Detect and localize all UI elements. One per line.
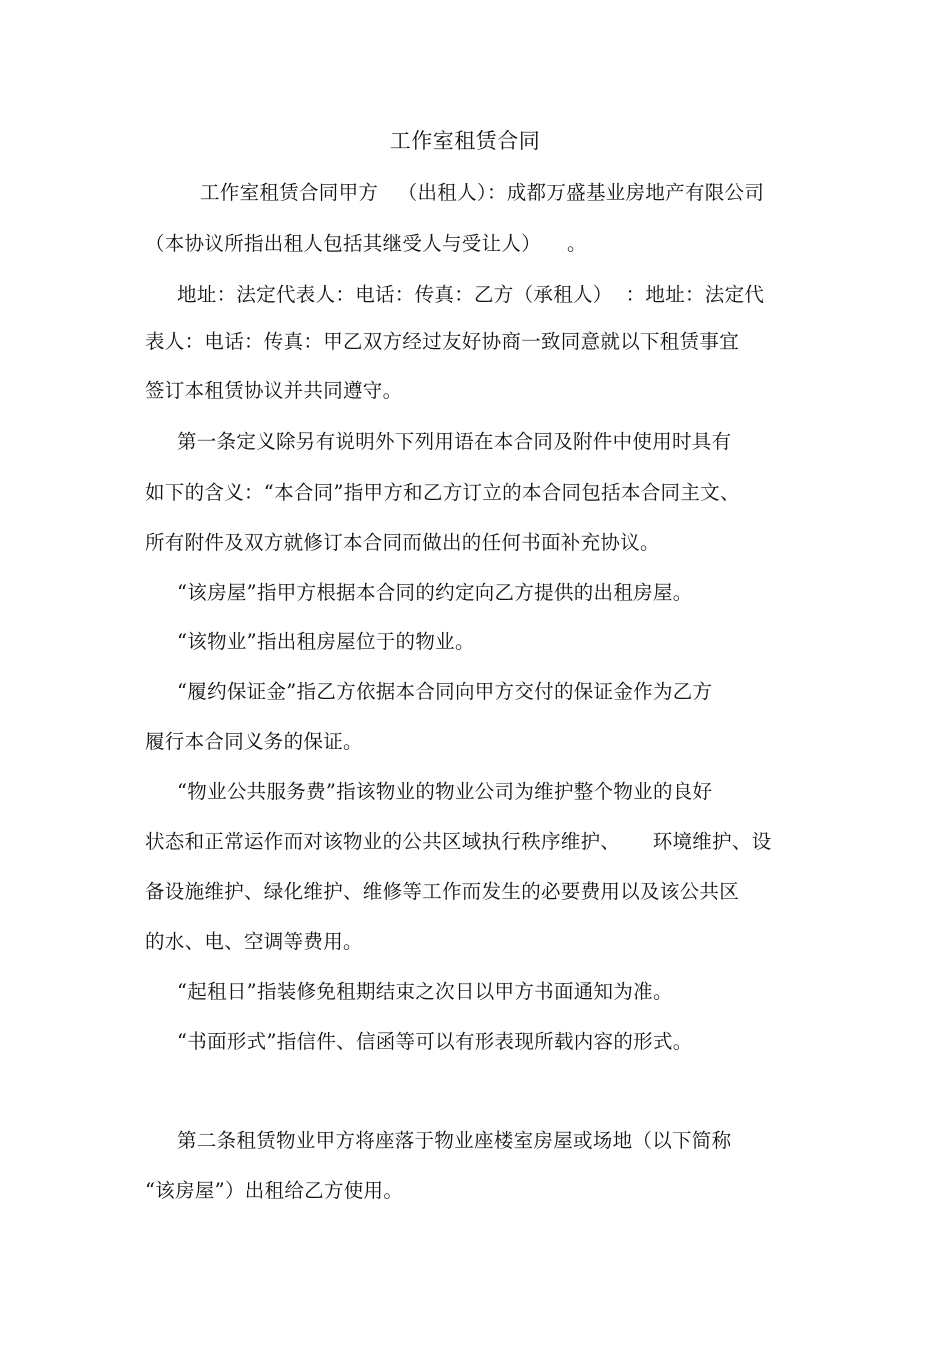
line-17: “起租日”指装修免租期结束之次日以甲方书面通知为准。 [177,980,673,1003]
line-15: 备设施维护、绿化维护、维修等工作而发生的必要费用以及该公共区 [145,880,740,903]
line-2: （本协议所指出租人包括其继受人与受让人） 。 [145,232,587,255]
line-3: 地址：法定代表人：电话：传真：乙方（承租人） ：地址：法定代 [177,283,765,306]
line-5: 签订本租赁协议并共同遵守。 [145,379,403,402]
line-8: 所有附件及双方就修订本合同而做出的任何书面补充协议。 [145,531,660,554]
line-11: “履约保证金”指乙方依据本合同向甲方交付的保证金作为乙方 [177,680,713,703]
line-19: 第二条租赁物业甲方将座落于物业座楼室房屋或场地（以下简称 [177,1129,732,1152]
line-13: “物业公共服务费”指该物业的物业公司为维护整个物业的良好 [177,780,713,803]
document-title: 工作室租赁合同 [389,129,541,153]
line-14: 状态和正常运作而对该物业的公共区域执行秩序维护、 环境维护、设 [145,830,772,853]
line-7: 如下的含义：“本合同”指甲方和乙方订立的本合同包括本合同主文、 [145,481,740,504]
line-9: “该房屋”指甲方根据本合同的约定向乙方提供的出租房屋。 [177,581,693,604]
line-6: 第一条定义除另有说明外下列用语在本合同及附件中使用时具有 [177,430,732,453]
line-10: “该物业”指出租房屋位于的物业。 [177,630,475,653]
line-18: “书面形式”指信件、信函等可以有形表现所载内容的形式。 [177,1030,693,1053]
line-20: “该房屋”）出租给乙方使用。 [145,1179,404,1202]
line-16: 的水、电、空调等费用。 [145,930,363,953]
line-4: 表人：电话：传真：甲乙双方经过友好协商一致同意就以下租赁事宜 [145,330,740,353]
line-12: 履行本合同义务的保证。 [145,730,363,753]
line-1: 工作室租赁合同甲方 （出租人）：成都万盛基业房地产有限公司 [200,181,765,204]
